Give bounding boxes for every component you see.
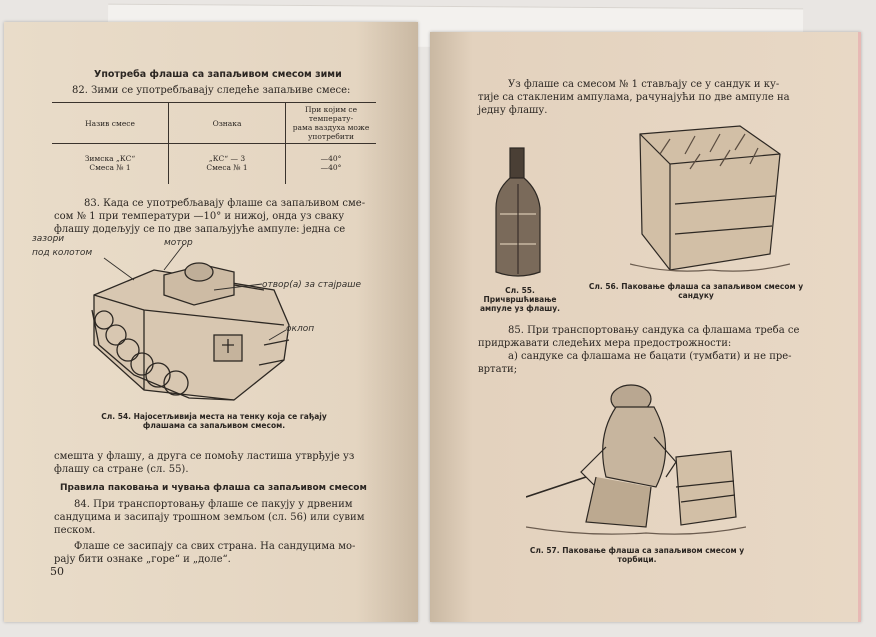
td-mark: „КС“ — 3 Смеса № 1 [169,144,286,185]
para-85-line-1: 85. При транспортовању сандука са флашама треба се [508,325,800,336]
para-84-line-2: сандуцима и засипају трошном земљом (сл. 56) или сувим [54,512,365,523]
para-84-line-3: песком. [54,525,96,536]
para-85-line-2: придржавати следећих мера предострожности: [478,338,732,349]
note-under-wheel: под колотом [32,248,93,258]
intro-line-1: Уз флаше са смесом № 1 стављају се у сандук и ку- [508,79,780,90]
td-temp: —40° —40° [286,144,377,185]
section-title: Употреба флаша са запаљивом смесом зими [94,69,342,80]
intro-line-2: тије са стакленим ампулама, рачунајући по две ампуле на [478,92,790,103]
section2-title: Правила паковања и чувања флаша са запаљивом смесом [60,483,367,493]
fig56-caption: Сл. 56. Паковање флаша са запаљивом смесом у сандуку [588,282,804,300]
soldier-illustration [526,377,746,537]
para-84-line-1: 84. При транспортовању флаше се пакују у дрвеним [74,499,353,510]
after-fig-line-1: смешта у флашу, а друга се помоћу ластиша утврђује уз [54,451,355,462]
td-name: Зимска „КС“ Смеса № 1 [84,154,136,172]
para-85-line-3: а) сандуке са флашама не бацати (тумбати) и не пре- [508,351,792,362]
note-motor: мотор [164,238,193,248]
mixtures-table [52,102,376,184]
fig54-caption: Сл. 54. Најосетљивија места на тенку која се гађају флашама са запаљивом смесом. [101,412,327,430]
left-page [4,22,418,622]
page-number: 50 [50,565,64,578]
fig55-caption: Сл. 55. Причвршћивање ампуле уз флашу. [479,286,560,313]
intro-line-3: једну флашу. [478,105,548,116]
after-fig-line-2: флашу са стране (сл. 55). [54,464,189,475]
note-armor: оклоп [286,324,315,334]
para-84b-line-2: рају бити ознаке „горе“ и „доле“. [54,554,231,565]
fig57-caption: Сл. 57. Паковање флаша са запаљивом смесом у торбици. [529,546,745,564]
th-name: Назив смесе [52,103,169,144]
th-temp: При којим се температу- рама ваздуха може употребити [286,103,377,144]
right-page [430,32,861,622]
para-83-line-1: 83. Када се употребљавају флаше са запаљивом сме- [84,198,366,209]
note-openings: отвор(а) за стајраше [262,280,362,290]
para-83-line-2: сом № 1 при температури —10° и нижој, онда уз сваку [54,211,345,222]
para-85-line-4: вртати; [478,364,518,375]
para-82: 82. Зими се употребљавају следеће запаљиве смесе: [72,85,351,96]
para-84b-line-1: Флаше се засипају са свих страна. На сандуцима мо- [74,541,356,552]
note-gaps: зазори [32,234,65,244]
note-arrows [64,240,324,360]
crate-illustration [630,124,790,274]
bottle-illustration [488,144,548,284]
th-mark: Ознака [169,103,286,144]
para-83-line-3: флашу додељују се по две запаљујуће ампуле: једна се [54,224,346,235]
